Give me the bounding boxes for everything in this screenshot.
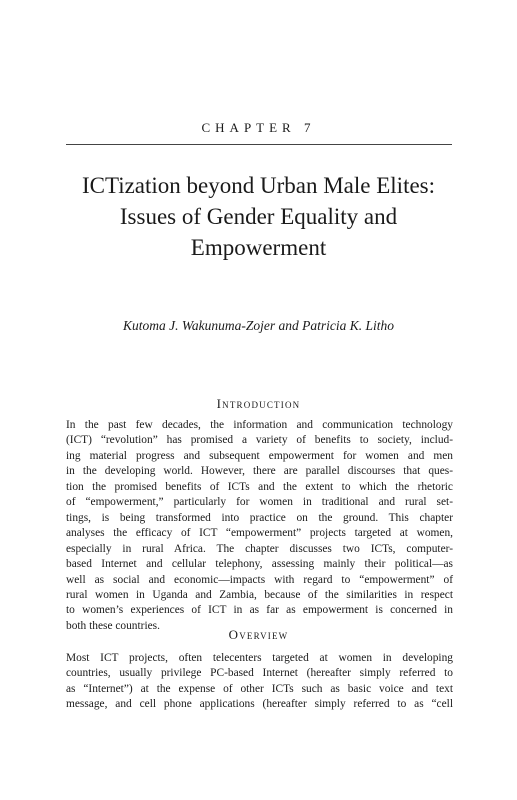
- introduction-heading: Introduction: [216, 396, 301, 411]
- text-line: ing material progress and subsequent empowerment for women and men: [66, 449, 453, 462]
- text-line: rural women in Uganda and Zambia, because of the similarities in respect: [66, 588, 453, 601]
- text-line: as “Internet”) at the expense of other ICTs such as basic voice and text: [66, 682, 453, 695]
- overview-paragraph: [66, 651, 453, 713]
- text-line: of “empowerment,” particularly for women in traditional and rural set-: [66, 496, 453, 509]
- chapter-rule: [66, 144, 452, 145]
- text-line: especially in rural Africa. The chapter discusses two ICTs, computer-: [66, 542, 453, 555]
- chapter-title: [40, 170, 477, 263]
- text-line: in the developing world. However, there are parallel discourses that ques-: [66, 465, 453, 478]
- text-line: Most ICT projects, often telecenters targeted at women in developing: [66, 652, 453, 664]
- text-line: message, and cell phone applications (hereafter simply referred to as “cell: [66, 698, 453, 711]
- chapter-authors: Kutoma J. Wakunuma-Zojer and Patricia K. Litho: [122, 318, 394, 333]
- text-line: analyses the efficacy of ICT “empowerment” projects targeted at women,: [66, 527, 453, 540]
- text-line: tings, is being transformed into practice on the ground. This chapter: [66, 511, 453, 524]
- text-line: tion the promised benefits of ICTs and the extent to which the rhetoric: [66, 480, 453, 493]
- chapter-label: CHAPTER 7: [201, 120, 316, 135]
- text-line: (ICT) “revolution” has promised a variety of benefits to society, includ-: [66, 434, 453, 447]
- chapter-title-line: Issues of Gender Equality and: [119, 204, 398, 229]
- text-line: both these countries.: [66, 619, 160, 632]
- introduction-paragraph: [66, 418, 453, 634]
- chapter-title-line: Empowerment: [190, 235, 327, 260]
- overview-heading: Overview: [228, 627, 289, 642]
- text-line: In the past few decades, the information and communication technology: [66, 419, 453, 431]
- text-line: well as social and economic—impacts with regard to “empowerment” of: [66, 573, 453, 586]
- text-line: to women’s experiences of ICT in as far as empowerment is concerned in: [66, 604, 453, 617]
- text-line: countries, usually privilege PC-based Internet (hereafter simply referred to: [66, 667, 453, 680]
- text-line: based Internet and cellular telephony, assessing mainly their political—as: [66, 558, 453, 571]
- chapter-title-line: ICTization beyond Urban Male Elites:: [81, 173, 436, 198]
